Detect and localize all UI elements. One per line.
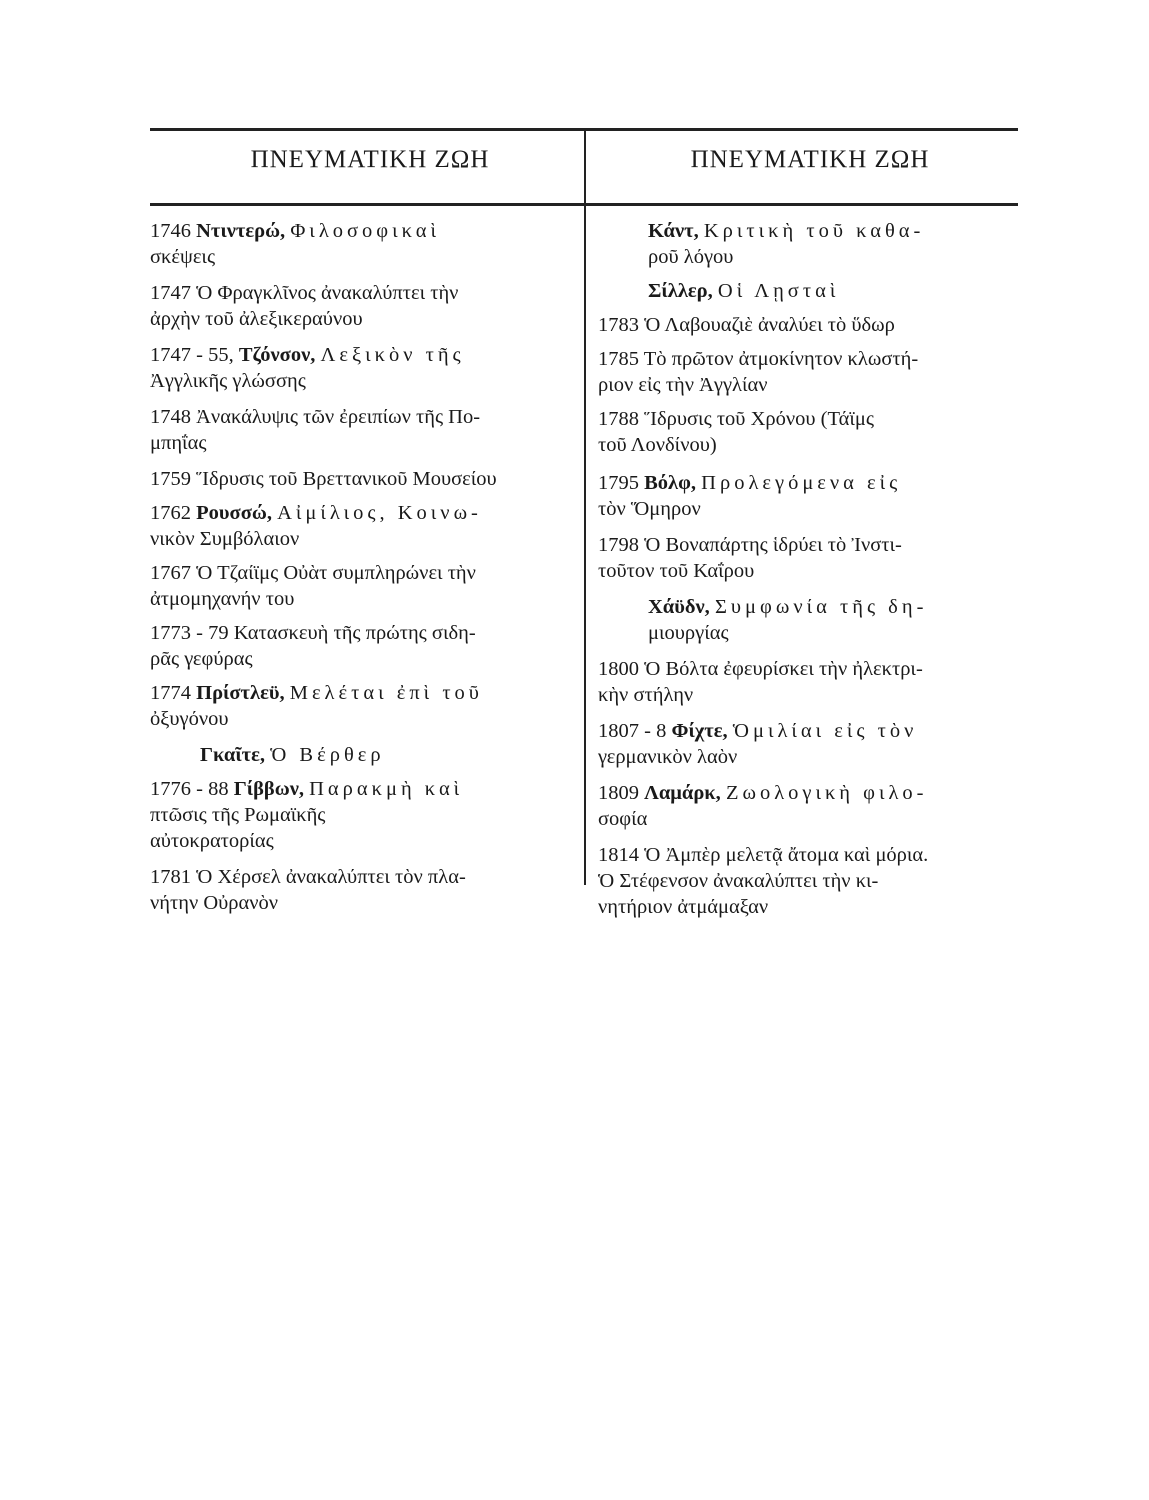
entry-line [150,864,570,890]
entry-text: μπηΐας [150,432,207,454]
entry-line [150,890,570,916]
entry-line [150,706,570,732]
entry-line [150,218,570,244]
timeline-entry [598,656,1018,708]
left-column-title: ΠΝΕΥΜΑΤΙΚΗ ΖΩΗ [250,146,490,173]
entry-text: κὴν στήλην [598,684,694,706]
timeline-entry [598,470,1018,522]
author-name: Ρουσσώ, [196,502,272,524]
entry-text: Ζωολογικὴ φιλο- [725,782,928,804]
entry-line [150,620,570,646]
entry-line [598,406,1018,432]
entry-line [598,312,1018,338]
entry-text: ἀτμομηχανήν του [150,588,295,610]
entry-text: ροῦ λόγου [648,246,734,268]
entry-line [150,776,570,802]
entry-text: Κατασκευὴ τῆς πρώτης σιδη- [233,622,476,644]
timeline-entry [150,742,570,768]
entry-text: αὐτοκρατορίας [150,830,274,852]
entry-text: σκέψεις [150,246,216,268]
entry-line [150,368,570,394]
entry-text: νικὸν Συμβόλαιον [150,528,300,550]
entry-year: 1798 [598,534,639,556]
entry-line [150,526,570,552]
entry-text: Ἵδρυσις τοῦ Χρόνου (Τάϊμς [644,408,874,430]
entry-line [150,306,570,332]
entry-text: Ἀγγλικῆς γλώσσης [150,370,306,392]
entry-line [598,278,1018,304]
entry-line [150,500,570,526]
entry-year: 1767 [150,562,191,584]
entry-text: τοῦ Λονδίνου) [598,434,717,456]
timeline-entry [150,404,570,456]
entry-text: ρᾶς γεφύρας [150,648,253,670]
timeline-entry [150,776,570,854]
timeline-entry [598,842,1018,920]
entry-year: 1747 [150,282,191,304]
entry-year: 1774 [150,682,191,704]
entry-text: Ὁ Στέφενσον ἀνακαλύπτει τὴν κι- [598,870,879,892]
entry-year: 1773 - 79 [150,622,229,644]
author-name: Τζόνσον, [238,344,316,366]
timeline-entry [598,594,1018,646]
author-name: Γίββων, [233,778,304,800]
entry-line [150,560,570,586]
timeline-entry [150,280,570,332]
timeline-entry [598,346,1018,398]
entry-text: Ὁ Βέρθερ [270,744,385,766]
timeline-entry [150,500,570,552]
entry-year: 1783 [598,314,639,336]
entry-text: Κριτικὴ τοῦ καθα- [703,220,925,242]
entry-line [598,620,1018,646]
entry-line [598,346,1018,372]
entry-line [598,718,1018,744]
timeline-entry [150,466,570,492]
entry-text: τὸν Ὅμηρον [598,498,701,520]
entry-text: ἀρχὴν τοῦ ἀλεξικεραύνου [150,308,363,330]
entry-line [150,742,570,768]
timeline-entry [150,620,570,672]
entry-line [150,430,570,456]
entry-text: Ὁ Χέρσελ ἀνακαλύπτει τὸν πλα- [196,866,466,888]
entry-line [150,342,570,368]
timeline-entry [150,864,570,916]
timeline-entry [598,718,1018,770]
entry-line [598,594,1018,620]
entry-text: πτῶσις τῆς Ρωμαϊκῆς [150,804,326,826]
entry-text: ριον εἰς τὴν Ἀγγλίαν [598,374,768,396]
entry-text: Ὁ Φραγκλῖνος ἀνακαλύπτει τὴν [196,282,459,304]
entry-line [598,806,1018,832]
entry-line [598,244,1018,270]
entry-line [150,680,570,706]
entry-year: 1762 [150,502,191,524]
entry-line [598,744,1018,770]
right-column [598,206,1018,920]
entry-text: Τὸ πρῶτον ἀτμοκίνητον κλωστή- [643,348,919,370]
author-name: Βόλφ, [644,472,697,494]
author-name: Σίλλερ, [648,280,713,302]
entry-line [598,558,1018,584]
entry-text: Παρακμὴ καὶ [309,778,464,800]
entry-line [598,372,1018,398]
timeline-entry [150,680,570,732]
entry-line [598,470,1018,496]
entry-line [150,280,570,306]
author-name: Χάϋδν, [648,596,710,618]
entry-text: Ὁ Ἀμπὲρ μελετᾷ ἄτομα καὶ μόρια. [644,844,929,866]
entry-line [598,894,1018,920]
entry-text: Λεξικὸν τῆς [320,344,465,366]
entry-text: Ἀνακάλυψις τῶν ἐρειπίων τῆς Πο- [196,406,481,428]
entry-year: 1795 [598,472,639,494]
entry-text: Ὁ Βοναπάρτης ἱδρύει τὸ Ἰνστι- [644,534,902,556]
entry-line [150,244,570,270]
timeline-entry [598,312,1018,338]
left-column [150,206,570,916]
timeline-entry [150,218,570,270]
entry-line [598,532,1018,558]
entry-text: γερμανικὸν λαὸν [598,746,738,768]
entry-text: τοῦτον τοῦ Καΐρου [598,560,755,582]
entry-line [598,496,1018,522]
entry-text: νήτην Οὐρανὸν [150,892,279,914]
entry-year: 1747 - 55, [150,344,234,366]
entry-text: Ὁ Λαβουαζιὲ ἀναλύει τὸ ὕδωρ [644,314,895,336]
entry-year: 1800 [598,658,639,680]
entry-text: Φιλοσοφικαὶ [290,220,441,242]
entry-text: σοφία [598,808,648,830]
entry-year: 1759 [150,468,191,490]
entry-year: 1746 [150,220,191,242]
timeline-entry [150,560,570,612]
entry-text: Ἵδρυσις τοῦ Βρεττανικοῦ Μουσείου [196,468,497,490]
entry-text: νητήριον ἀτμάμαξαν [598,896,769,918]
entry-line [598,218,1018,244]
entry-year: 1809 [598,782,639,804]
entry-line [598,868,1018,894]
entry-line [598,656,1018,682]
timeline-entry [598,532,1018,584]
entry-text: Συμφωνία τῆς δη- [714,596,928,618]
timeline-entry [598,406,1018,458]
entry-line [150,586,570,612]
entry-text: μιουργίας [648,622,729,644]
entry-year: 1748 [150,406,191,428]
timeline-entry [598,278,1018,304]
right-column-title: ΠΝΕΥΜΑΤΙΚΗ ΖΩΗ [690,146,930,173]
author-name: Γκαῖτε, [200,744,265,766]
entry-year: 1807 - 8 [598,720,667,742]
entry-line [150,802,570,828]
entry-year: 1785 [598,348,639,370]
entry-text: Ὁμιλίαι εἰς τὸν [732,720,918,742]
entry-line [150,646,570,672]
timeline-entry [598,218,1018,270]
entry-line [150,404,570,430]
author-name: Λαμάρκ, [644,782,721,804]
author-name: Ντιντερώ, [196,220,286,242]
entry-line [598,682,1018,708]
entry-text: ὀξυγόνου [150,708,229,730]
author-name: Φίχτε, [671,720,728,742]
entry-text: Οἱ Λῃσταὶ [717,280,840,302]
column-divider [584,130,586,885]
author-name: Κάντ, [648,220,699,242]
entry-year: 1788 [598,408,639,430]
entry-text: Μελέται ἐπὶ τοῦ [289,682,483,704]
timeline-entry [150,342,570,394]
entry-line [598,842,1018,868]
entry-text: Αἰμίλιος, Κοινω- [277,502,482,524]
timeline-entry [598,780,1018,832]
entry-line [150,466,570,492]
author-name: Πρίστλεϋ, [196,682,285,704]
entry-year: 1781 [150,866,191,888]
entry-line [598,432,1018,458]
entry-line [598,780,1018,806]
entry-text: Προλεγόμενα εἰς [701,472,902,494]
entry-text: Ὁ Βόλτα ἐφευρίσκει τὴν ἠλεκτρι- [644,658,923,680]
entry-text: Ὁ Τζαίϊμς Οὐὰτ συμπληρώνει τὴν [196,562,476,584]
entry-year: 1814 [598,844,639,866]
entry-year: 1776 - 88 [150,778,229,800]
entry-line [150,828,570,854]
